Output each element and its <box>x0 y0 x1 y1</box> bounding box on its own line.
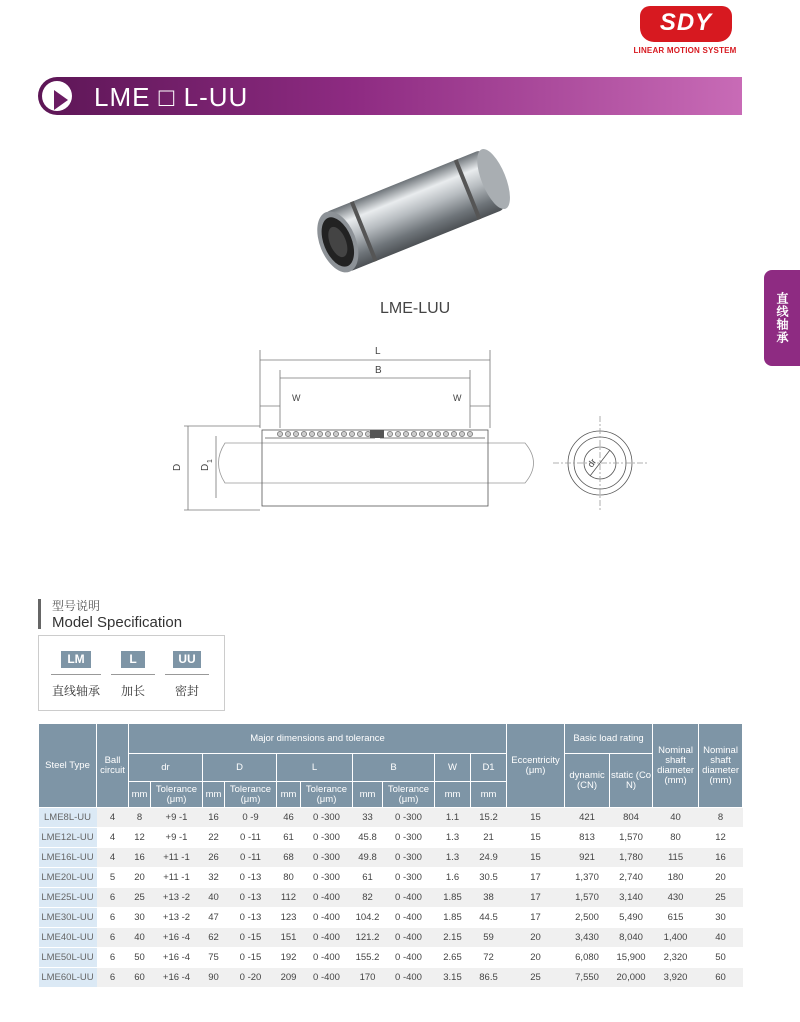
table-cell: 4 <box>97 848 129 868</box>
table-cell: 4 <box>97 808 129 828</box>
table-cell: 1,370 <box>565 868 610 888</box>
table-cell: 25 <box>129 888 151 908</box>
table-cell: 1,780 <box>610 848 653 868</box>
table-cell: 0 -400 <box>301 968 353 988</box>
table-cell: 6 <box>97 948 129 968</box>
table-cell: 0 -400 <box>383 948 435 968</box>
table-cell: 0 -400 <box>301 908 353 928</box>
th-mm: mm <box>435 782 471 808</box>
table-cell: 0 -300 <box>301 848 353 868</box>
table-cell: 5,490 <box>610 908 653 928</box>
table-cell: 2,740 <box>610 868 653 888</box>
table-cell: 0 -15 <box>225 948 277 968</box>
table-row <box>39 968 743 988</box>
table-cell: 1.3 <box>435 828 471 848</box>
table-row <box>39 948 743 968</box>
table-cell: 30 <box>129 908 151 928</box>
label-D: D <box>172 463 183 471</box>
table-cell: 75 <box>203 948 225 968</box>
table-cell: 20 <box>507 928 565 948</box>
th-eccentricity: Eccentricity (μm) <box>507 724 565 808</box>
table-cell: 615 <box>653 908 699 928</box>
table-cell: 0 -300 <box>301 808 353 828</box>
table-cell: 38 <box>471 888 507 908</box>
table-cell: 20 <box>129 868 151 888</box>
table-cell: 20 <box>507 948 565 968</box>
table-row <box>39 868 743 888</box>
table-cell: 33 <box>353 808 383 828</box>
table-cell: 0 -9 <box>225 808 277 828</box>
label-D1-subscript: 1 <box>207 459 214 463</box>
table-cell: 3,140 <box>610 888 653 908</box>
table-row <box>39 828 743 848</box>
model-spec-box <box>38 635 225 711</box>
table-cell: 21 <box>471 828 507 848</box>
table-cell: 3,920 <box>653 968 699 988</box>
table-cell: 26 <box>203 848 225 868</box>
cell-steel-type: LME30L-UU <box>39 908 97 928</box>
table-cell: 20 <box>699 868 743 888</box>
th-W: W <box>435 754 471 782</box>
table-cell: 0 -11 <box>225 828 277 848</box>
table-cell: 17 <box>507 908 565 928</box>
page-title: LME □ L-UU <box>94 82 249 112</box>
table-cell: 804 <box>610 808 653 828</box>
table-cell: 151 <box>277 928 301 948</box>
table-cell: 0 -300 <box>383 808 435 828</box>
logo-tagline: LINEAR MOTION SYSTEM <box>633 46 737 55</box>
table-cell: +13 -2 <box>151 908 203 928</box>
table-cell: 61 <box>277 828 301 848</box>
th-L: L <box>277 754 353 782</box>
table-cell: 17 <box>507 888 565 908</box>
table-cell: 8 <box>699 808 743 828</box>
th-D: D <box>203 754 277 782</box>
table-cell: 1.3 <box>435 848 471 868</box>
table-cell: 24.9 <box>471 848 507 868</box>
table-cell: 0 -300 <box>383 828 435 848</box>
code-label-uu: 密封 <box>174 684 199 698</box>
table-cell: 80 <box>653 828 699 848</box>
table-cell: 1.6 <box>435 868 471 888</box>
table-cell: 72 <box>471 948 507 968</box>
table-cell: 0 -400 <box>383 968 435 988</box>
table-cell: 813 <box>565 828 610 848</box>
table-cell: 0 -400 <box>301 888 353 908</box>
table-cell: 209 <box>277 968 301 988</box>
model-spec-title-en: Model Specification <box>52 614 183 631</box>
table-cell: 104.2 <box>353 908 383 928</box>
th-tolerance: Tolerance (μm) <box>151 782 203 808</box>
table-cell: 16 <box>129 848 151 868</box>
spec-table <box>38 723 743 988</box>
table-cell: 1,570 <box>610 828 653 848</box>
label-dr: dr <box>585 456 599 470</box>
cell-steel-type: LME8L-UU <box>39 808 97 828</box>
table-cell: 30 <box>699 908 743 928</box>
table-cell: 60 <box>129 968 151 988</box>
th-D1: D1 <box>471 754 507 782</box>
table-cell: 0 -20 <box>225 968 277 988</box>
table-cell: 180 <box>653 868 699 888</box>
th-major-dimensions: Major dimensions and tolerance <box>129 724 507 754</box>
table-cell: 61 <box>353 868 383 888</box>
table-cell: 0 -300 <box>301 868 353 888</box>
label-D1: D <box>200 463 211 471</box>
table-cell: 12 <box>699 828 743 848</box>
table-cell: 6 <box>97 908 129 928</box>
table-cell: 115 <box>653 848 699 868</box>
th-dynamic: dynamic (CN) <box>565 754 610 808</box>
table-cell: 3,430 <box>565 928 610 948</box>
table-cell: 15 <box>507 848 565 868</box>
table-cell: 8,040 <box>610 928 653 948</box>
table-cell: 68 <box>277 848 301 868</box>
table-cell: 47 <box>203 908 225 928</box>
table-cell: 44.5 <box>471 908 507 928</box>
table-cell: 0 -400 <box>301 948 353 968</box>
th-nominal-shaft-1: Nominal shaft diameter (mm) <box>653 724 699 808</box>
table-row <box>39 908 743 928</box>
cell-steel-type: LME50L-UU <box>39 948 97 968</box>
table-cell: 430 <box>653 888 699 908</box>
table-cell: 40 <box>699 928 743 948</box>
table-cell: +16 -4 <box>151 968 203 988</box>
th-mm: mm <box>277 782 301 808</box>
model-spec-title-cn: 型号说明 <box>52 599 101 613</box>
table-cell: 15 <box>507 808 565 828</box>
table-cell: 8 <box>129 808 151 828</box>
product-image <box>300 140 525 285</box>
code-label-l: 加长 <box>120 684 145 698</box>
spec-table-body <box>39 808 743 988</box>
table-row <box>39 888 743 908</box>
th-mm: mm <box>203 782 225 808</box>
table-cell: +11 -1 <box>151 848 203 868</box>
table-cell: 40 <box>129 928 151 948</box>
th-basic-load-rating: Basic load rating <box>565 724 653 754</box>
table-cell: 22 <box>203 828 225 848</box>
table-cell: 20,000 <box>610 968 653 988</box>
code-underline <box>111 674 155 675</box>
table-cell: 1,400 <box>653 928 699 948</box>
table-cell: 82 <box>353 888 383 908</box>
table-cell: 1.1 <box>435 808 471 828</box>
label-L: L <box>375 346 381 357</box>
cell-steel-type: LME25L-UU <box>39 888 97 908</box>
dimension-drawing <box>170 338 670 528</box>
table-cell: 112 <box>277 888 301 908</box>
table-cell: 0 -300 <box>383 848 435 868</box>
table-cell: 0 -300 <box>301 828 353 848</box>
code-lm: LM <box>61 651 91 668</box>
table-cell: 2.65 <box>435 948 471 968</box>
th-B: B <box>353 754 435 782</box>
table-cell: 6,080 <box>565 948 610 968</box>
label-W-right: W <box>453 393 462 403</box>
table-cell: 3.15 <box>435 968 471 988</box>
table-cell: +13 -2 <box>151 888 203 908</box>
table-cell: 0 -13 <box>225 908 277 928</box>
play-arrow-icon <box>54 90 68 110</box>
table-cell: +11 -1 <box>151 868 203 888</box>
brand-logo <box>630 6 740 62</box>
table-cell: 46 <box>277 808 301 828</box>
cell-steel-type: LME40L-UU <box>39 928 97 948</box>
product-caption: LME-LUU <box>380 300 451 317</box>
title-banner <box>38 77 742 115</box>
table-cell: 0 -11 <box>225 848 277 868</box>
th-mm: mm <box>129 782 151 808</box>
table-cell: 32 <box>203 868 225 888</box>
table-row <box>39 928 743 948</box>
cell-steel-type: LME12L-UU <box>39 828 97 848</box>
table-cell: 0 -400 <box>383 888 435 908</box>
table-cell: 15,900 <box>610 948 653 968</box>
table-cell: 25 <box>699 888 743 908</box>
table-cell: 0 -400 <box>383 928 435 948</box>
table-cell: 0 -13 <box>225 868 277 888</box>
table-cell: +9 -1 <box>151 828 203 848</box>
table-cell: 192 <box>277 948 301 968</box>
th-tolerance: Tolerance (μm) <box>301 782 353 808</box>
table-cell: 25 <box>507 968 565 988</box>
cell-steel-type: LME20L-UU <box>39 868 97 888</box>
th-ball-circuit: Ball circuit <box>97 724 129 808</box>
code-uu: UU <box>173 651 201 668</box>
cell-steel-type: LME16L-UU <box>39 848 97 868</box>
table-cell: 16 <box>203 808 225 828</box>
code-underline <box>165 674 209 675</box>
table-cell: 0 -300 <box>383 868 435 888</box>
arrow-circle-icon <box>42 81 72 111</box>
table-cell: 15.2 <box>471 808 507 828</box>
table-cell: 4 <box>97 828 129 848</box>
table-cell: +16 -4 <box>151 948 203 968</box>
table-cell: +16 -4 <box>151 928 203 948</box>
th-mm: mm <box>471 782 507 808</box>
code-underline <box>51 674 101 675</box>
table-cell: 6 <box>97 928 129 948</box>
table-cell: 1,570 <box>565 888 610 908</box>
table-cell: 121.2 <box>353 928 383 948</box>
table-cell: 12 <box>129 828 151 848</box>
table-cell: 1.85 <box>435 888 471 908</box>
logo-brand: SDY <box>659 9 713 36</box>
th-dr: dr <box>129 754 203 782</box>
table-cell: 40 <box>203 888 225 908</box>
table-cell: 60 <box>699 968 743 988</box>
table-cell: 30.5 <box>471 868 507 888</box>
th-steel-type: Steel Type <box>39 724 97 808</box>
table-cell: 62 <box>203 928 225 948</box>
label-W-left: W <box>292 393 301 403</box>
table-cell: +9 -1 <box>151 808 203 828</box>
side-category-tab[interactable]: 直线轴承 <box>764 270 800 366</box>
table-cell: 15 <box>507 828 565 848</box>
table-cell: 921 <box>565 848 610 868</box>
heading-bar <box>38 599 41 629</box>
table-cell: 16 <box>699 848 743 868</box>
th-tolerance: Tolerance (μm) <box>383 782 435 808</box>
table-cell: 2.15 <box>435 928 471 948</box>
table-cell: 5 <box>97 868 129 888</box>
cell-steel-type: LME60L-UU <box>39 968 97 988</box>
table-cell: 49.8 <box>353 848 383 868</box>
table-cell: 170 <box>353 968 383 988</box>
table-cell: 0 -15 <box>225 928 277 948</box>
table-cell: 123 <box>277 908 301 928</box>
table-cell: 6 <box>97 968 129 988</box>
table-row <box>39 808 743 828</box>
table-cell: 1.85 <box>435 908 471 928</box>
code-label-lm: 直线轴承 <box>51 684 100 698</box>
table-cell: 7,550 <box>565 968 610 988</box>
table-cell: 155.2 <box>353 948 383 968</box>
table-cell: 80 <box>277 868 301 888</box>
th-mm: mm <box>353 782 383 808</box>
th-tolerance: Tolerance (μm) <box>225 782 277 808</box>
table-cell: 17 <box>507 868 565 888</box>
table-cell: 2,500 <box>565 908 610 928</box>
table-cell: 86.5 <box>471 968 507 988</box>
table-cell: 59 <box>471 928 507 948</box>
table-cell: 40 <box>653 808 699 828</box>
table-cell: 50 <box>129 948 151 968</box>
table-cell: 421 <box>565 808 610 828</box>
table-cell: 90 <box>203 968 225 988</box>
table-row <box>39 848 743 868</box>
table-cell: 0 -400 <box>301 928 353 948</box>
th-static: static (Co N) <box>610 754 653 808</box>
table-cell: 0 -13 <box>225 888 277 908</box>
table-cell: 45.8 <box>353 828 383 848</box>
table-cell: 0 -400 <box>383 908 435 928</box>
table-cell: 50 <box>699 948 743 968</box>
table-cell: 2,320 <box>653 948 699 968</box>
th-nominal-shaft-2: Nominal shaft diameter (mm) <box>699 724 743 808</box>
code-l: L <box>121 651 145 668</box>
table-cell: 6 <box>97 888 129 908</box>
label-B: B <box>375 365 382 376</box>
